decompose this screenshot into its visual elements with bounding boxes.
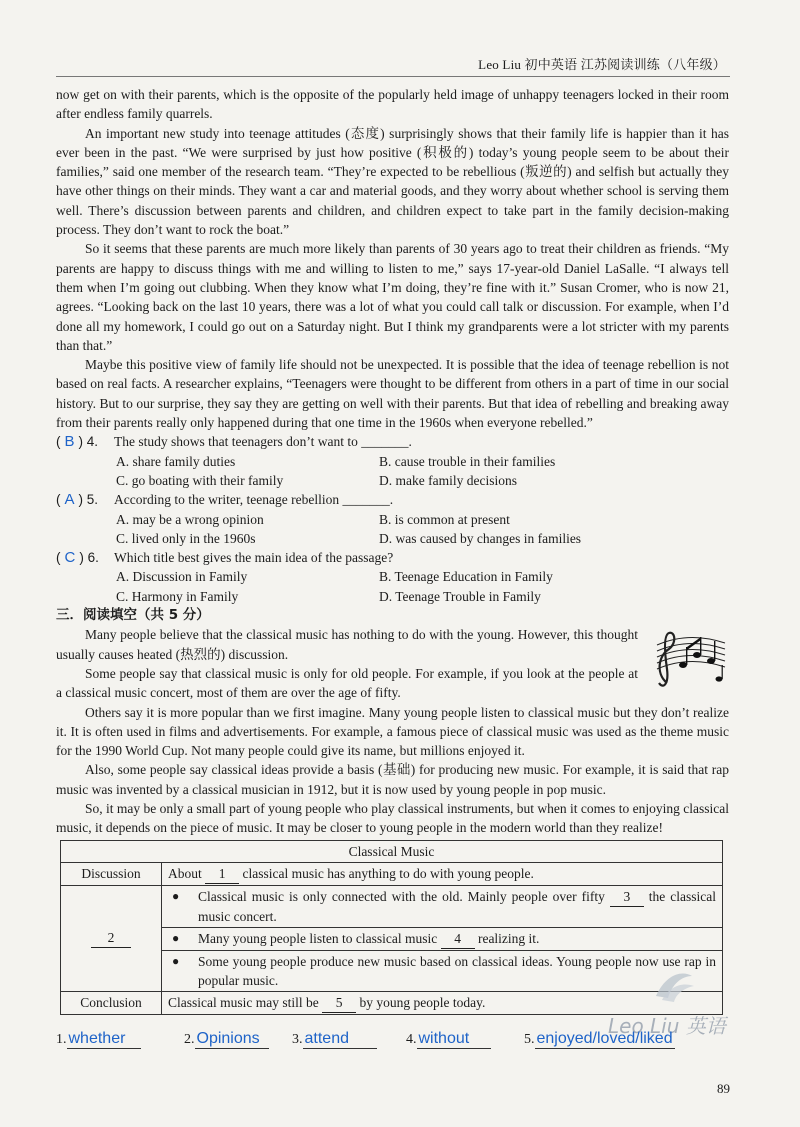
table-title: Classical Music — [61, 840, 723, 862]
section-3-paragraph-3: Others say it is more popular than we first imagine. Many young people listen to classical music but they don’t realize it. It is often used in films and advertisements. For example, a famous piece of classical music was used as the theme music for the 1990 World Cup. Not many people could give its name, but millions enjoyed it. — [56, 704, 729, 759]
option-b: B. Teenage Education in Family — [379, 569, 553, 585]
page-header: Leo Liu 初中英语 江苏阅读训练（八年级） — [478, 57, 726, 72]
blank-3: 3 — [610, 887, 644, 907]
section-3-paragraph-4: Also, some people say classical ideas provide a basis (基础) for producing new music. For example, it is said that rap music was invented by a classical musician in 1912, but it is now used by young people in pop music. — [56, 762, 729, 797]
answer-letter-5: A — [64, 491, 75, 509]
question-6-options-row-1 — [56, 567, 729, 586]
answer-2: 2. Opinions — [184, 1030, 269, 1049]
logo-wave-icon — [652, 966, 696, 1006]
question-4 — [56, 432, 729, 451]
section-3-paragraph-5: So, it may be only a small part of young people who play classical instruments, but when it comes to enjoying classical music, it depends on the piece of music. It may be closer to young people in the modern world than they realize! — [56, 800, 729, 836]
blank-2-cell — [61, 885, 162, 991]
answer-slot-5: ( A ) 5. — [56, 491, 99, 509]
option-a: A. share family duties — [116, 453, 236, 469]
section-3-title: 三．阅读填空（共 5 分） — [56, 607, 210, 624]
option-c: C. go boating with their family — [116, 472, 284, 488]
section-3-paragraph-1: Many people believe that the classical music has nothing to do with the young. However, this thought usually causes heated (热烈的) discussion. — [56, 627, 638, 662]
content-body — [56, 85, 729, 1015]
discussion-label: Discussion — [61, 862, 162, 885]
handwritten-answers — [56, 1030, 736, 1054]
question-5-stem: According to the writer, teenage rebellion _______. — [114, 492, 394, 508]
blank-1: 1 — [205, 864, 239, 884]
answer-1: 1. whether — [56, 1030, 141, 1049]
bullet-dot-icon: ● — [172, 930, 180, 945]
answer-4: 4. without — [406, 1030, 491, 1049]
option-c: C. Harmony in Family — [116, 588, 239, 604]
option-b: B. cause trouble in their families — [379, 453, 556, 469]
bullet-dot-icon: ● — [172, 888, 180, 903]
question-6-stem: Which title best gives the main idea of the passage? — [114, 550, 394, 566]
answer-3: 3. attend — [292, 1030, 377, 1049]
answer-letter-6: C — [64, 549, 76, 567]
passage1-paragraph-4: Maybe this positive view of family life should not be unexpected. It is possible that the idea of teenage rebellion is not based on real facts. A researcher explains, “Teenagers were thought to be different from others in a part of time in our social history. But to our surprise, they say they are getting on well with their parents. But that idea of rebelling and breaking away from their parents really only happened during that one time in the 1960s when everyone rebelled.” — [56, 357, 729, 431]
music-notes-icon — [649, 625, 729, 697]
answer-slot-6: ( C ) 6. — [56, 549, 99, 567]
answer-2-value: Opinions — [195, 1030, 269, 1049]
question-6-options-row-2 — [56, 587, 729, 606]
blank-2: 2 — [91, 928, 131, 948]
answer-5-value: enjoyed/loved/liked — [536, 1030, 673, 1047]
header-divider — [56, 76, 730, 77]
section-3-passage — [56, 625, 729, 837]
classical-music-table — [60, 840, 723, 1015]
option-d: D. make family decisions — [379, 472, 517, 488]
answer-slot-4: ( B ) 4. — [56, 433, 99, 451]
bullet-1-cell: ● Classical music is only connected with the old. Mainly people over fifty 3 the classical music concert. — [162, 885, 723, 927]
question-4-stem: The study shows that teenagers don’t want to _______. — [114, 434, 412, 450]
blank-5: 5 — [322, 993, 356, 1013]
conclusion-cell: Classical music may still be 5 by young people today. — [162, 991, 723, 1014]
option-d: D. was caused by changes in families — [379, 530, 582, 546]
blank-4: 4 — [441, 929, 475, 949]
question-5-options-row-1 — [56, 510, 729, 529]
passage1-paragraph-3: So it seems that these parents are much more likely than parents of 30 years ago to treat their children as friends. “My parents are happy to discuss things with me and willing to listen to me,” says 17-year-old Daniel LaSalle. “I always tell them when I’m going out clubbing. When they know what I’m doing, they’re fine with it.” Susan Cromer, who is now 21, agrees. “Looking back on the last 10 years, there was a lot of what you could call talk or discussion. For example, when I’d done all my homework, I could go out on a Saturday night. But I think my grandparents were a lot stricter with my parents than that.” — [56, 241, 729, 353]
option-a: A. Discussion in Family — [116, 569, 248, 585]
brand-logo: Leo Liu 英语 — [608, 1014, 726, 1038]
bullet-2-cell: ● Many young people listen to classical music 4 realizing it. — [162, 927, 723, 950]
conclusion-label: Conclusion — [61, 991, 162, 1014]
answer-1-value: whether — [67, 1030, 141, 1049]
option-d: D. Teenage Trouble in Family — [379, 588, 541, 604]
question-5 — [56, 490, 729, 509]
option-b: B. is common at present — [379, 511, 510, 527]
option-a: A. may be a wrong opinion — [116, 511, 264, 527]
question-4-options-row-1 — [56, 452, 729, 471]
question-6 — [56, 548, 729, 567]
passage1-paragraph-2: An important new study into teenage attitudes (态度) surprisingly shows that their family life is happier than it has ever been in the past. “We were surprised by just how positive (积极的) today’s young people seem to be about their families,” said one member of the research team. “They’re expected to be rebellious (叛逆的) and selfish but actually they have other things on their minds. They want a car and material goods, and they worry about whether school is serving them well. There’s discussion between parents and children, and children expect to take part in the family decision-making process. They don’t want to rock the boat.” — [56, 125, 729, 238]
question-5-options-row-2 — [56, 529, 729, 548]
answer-4-value: without — [417, 1030, 491, 1049]
passage1-paragraph-1: now get on with their parents, which is the opposite of the popularly held image of unhappy teenagers locked in their room after endless family quarrels. — [56, 87, 729, 122]
bullet-3-cell: ● Some young people produce new music based on classical ideas. Young people now use rap in popular music. — [162, 950, 723, 991]
page-number: 89 — [717, 1081, 730, 1096]
question-4-options-row-2 — [56, 471, 729, 490]
answer-5: 5. enjoyed/loved/liked — [524, 1030, 673, 1047]
option-c: C. lived only in the 1960s — [116, 530, 256, 546]
answer-3-value: attend — [303, 1030, 377, 1049]
bullet-dot-icon: ● — [172, 953, 180, 968]
answer-letter-4: B — [64, 433, 75, 451]
discussion-cell: About 1 classical music has anything to do with young people. — [162, 862, 723, 885]
section-3-paragraph-2: Some people say that classical music is only for old people. For example, if you look at the people at a classical music concert, most of them are over the age of fifty. — [56, 665, 638, 701]
